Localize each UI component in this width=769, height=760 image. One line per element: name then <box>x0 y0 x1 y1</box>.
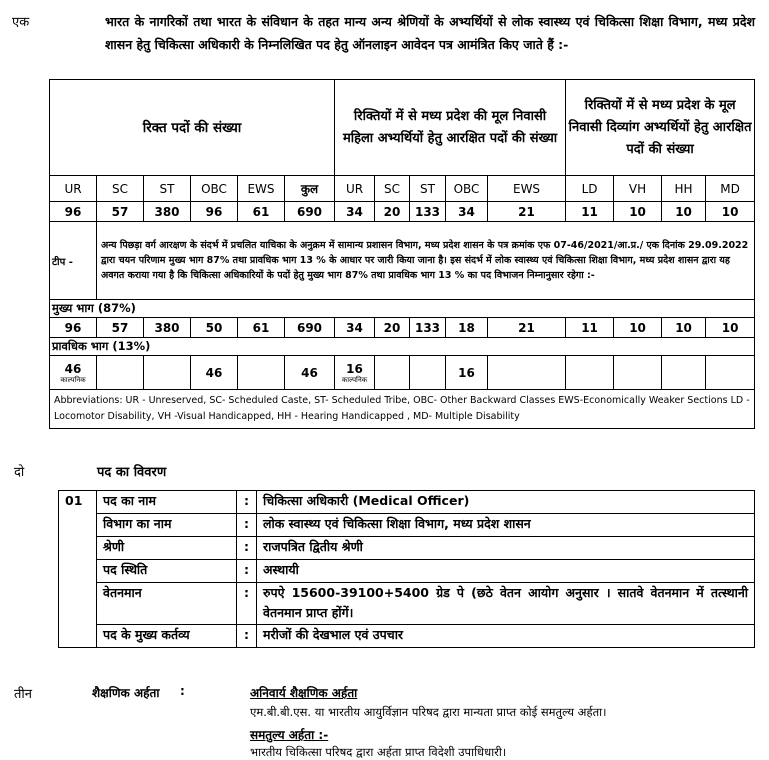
table-cell: 18 <box>446 318 488 338</box>
mandatory-qualification-heading: अनिवार्य शैक्षणिक अर्हता <box>250 686 358 700</box>
table-cell <box>410 356 446 390</box>
table-cell <box>662 356 706 390</box>
table-cell: 34 <box>446 202 488 222</box>
table-cell: 46 <box>285 356 335 390</box>
section-two-title: पद का विवरण <box>97 465 167 480</box>
table-cell: 61 <box>238 202 285 222</box>
table-cell: 96 <box>50 318 97 338</box>
table-cell <box>375 356 410 390</box>
row-separator: : <box>237 514 257 537</box>
row-separator: : <box>237 491 257 514</box>
row-value: रुपऐ 15600-39100+5400 ग्रेड पे (छठे वेतन आयोग अनुसार । सातवे वेतनमान में तत्स्थानी वेतनमान प्राप्त होंगें। <box>257 583 755 625</box>
education-separator: : <box>180 684 185 698</box>
provisional-tag: काल्पनिक <box>60 375 86 384</box>
totals-row <box>50 202 755 222</box>
table-cell: 10 <box>614 318 662 338</box>
note-text: अन्य पिछड़ा वर्ग आरक्षण के संदर्भ में प्रचलित याचिका के अनुक्रम में सामान्य प्रशासन विभाग, मध्य प्रदेश शासन के पत्र क्रमांक एफ 07-46/2021/आ.प्र./ एक दिनांक 29.09.2022 द्वारा चयन परिणाम मुख्य भाग 87% तथा प्रावधिक भाग 13 % के आधार पर जारी किया जाना है। इस संदर्भ में लोक स्वास्थ्य एवं चिकित्सा शिक्षा विभाग, मध्य प्रदेश शासन द्वारा यह अवगत कराया गया है कि चिकित्सा अधिकारियों के पदों हेतु मुख्य भाग 87% तथा प्रावधिक भाग 13 % का पद विभाजन निम्नानुसार रहेगा :- <box>97 222 755 300</box>
table-cell <box>238 356 285 390</box>
table-cell: 380 <box>144 202 191 222</box>
equivalent-qualification-heading: समतुल्य अर्हता :- <box>250 728 329 742</box>
cell-value: 16 <box>346 361 363 376</box>
note-row <box>50 222 755 300</box>
table-cell: 96 <box>191 202 238 222</box>
section-two-number: दो <box>14 465 25 480</box>
section-three-number: तीन <box>14 687 32 702</box>
main-part-label: मुख्य भाग (87%) <box>50 300 755 318</box>
empty-cell <box>59 514 97 537</box>
row-label: पद के मुख्य कर्तव्य <box>97 625 237 648</box>
table-cell: 57 <box>97 202 144 222</box>
table-cell: 21 <box>488 202 566 222</box>
row-value: चिकित्सा अधिकारी (Medical Officer) <box>257 491 755 514</box>
col-header: MD <box>706 176 755 202</box>
empty-cell <box>59 560 97 583</box>
post-row <box>59 560 755 583</box>
table-cell: 10 <box>706 202 755 222</box>
education-label: शैक्षणिक अर्हता <box>92 686 160 700</box>
col-header: EWS <box>238 176 285 202</box>
table-cell: 133 <box>410 318 446 338</box>
table-cell: 380 <box>144 318 191 338</box>
table-cell: 20 <box>375 202 410 222</box>
column-header-row <box>50 176 755 202</box>
main-part-row <box>50 318 755 338</box>
table-cell: 10 <box>662 318 706 338</box>
provisional-part-label: प्रावधिक भाग (13%) <box>50 338 755 356</box>
empty-cell <box>59 537 97 560</box>
col-header: EWS <box>488 176 566 202</box>
col-header: ST <box>410 176 446 202</box>
provisional-part-row <box>50 356 755 390</box>
post-row <box>59 583 755 625</box>
table-cell <box>706 356 755 390</box>
disabled-reserved-header: रिक्तियों में से मध्य प्रदेश के मूल निवासी दिव्यांग अभ्यर्थियों हेतु आरक्षित पदों की संख्या <box>566 80 755 176</box>
table-cell: 10 <box>706 318 755 338</box>
table-cell: 690 <box>285 318 335 338</box>
table-cell: 21 <box>488 318 566 338</box>
table-cell <box>488 356 566 390</box>
row-value: राजपत्रित द्वितीय श्रेणी <box>257 537 755 560</box>
table-cell: 690 <box>285 202 335 222</box>
col-header: SC <box>375 176 410 202</box>
post-row <box>59 514 755 537</box>
empty-cell <box>59 625 97 648</box>
intro-paragraph: भारत के नागरिकों तथा भारत के संविधान के तहत मान्य अन्य श्रेणियों के अभ्यर्थियों से लोक स्वास्थ्य एवं चिकित्सा शिक्षा विभाग, मध्य प्रदेश शासन हेतु चिकित्सा अधिकारी के निम्नलिखित पद हेतु ऑनलाइन आवेदन पत्र आमंत्रित किए जाते हैं :- <box>105 14 755 52</box>
table-cell <box>614 356 662 390</box>
table-cell: 133 <box>410 202 446 222</box>
col-header: UR <box>50 176 97 202</box>
row-label: श्रेणी <box>97 537 237 560</box>
table-cell: 57 <box>97 318 144 338</box>
cell-value: 46 <box>64 361 82 376</box>
section-one-number: एक <box>12 15 30 30</box>
row-label: वेतनमान <box>97 583 237 625</box>
abbreviations-note: Abbreviations: UR - Unreserved, SC- Scheduled Caste, ST- Scheduled Tribe, OBC- Other Backward Classes EWS-Economically Weaker Sections LD - Locomotor Disability, VH -Visual Handicapped, HH - Hearing Handicapped , MD- Multiple Disability <box>50 390 755 429</box>
table-cell: 20 <box>375 318 410 338</box>
row-value: अस्थायी <box>257 560 755 583</box>
table-cell: 50 <box>191 318 238 338</box>
note-label: टीप - <box>50 222 97 300</box>
row-label: विभाग का नाम <box>97 514 237 537</box>
table-cell: 34 <box>335 202 375 222</box>
col-header: कुल <box>285 176 335 202</box>
col-header: LD <box>566 176 614 202</box>
mandatory-qualification-text: एम.बी.बी.एस. या भारतीय आयुर्विज्ञान परिषद द्वारा मान्यता प्राप्त कोई समतुल्य अर्हता। <box>250 705 607 719</box>
vacancy-table <box>49 79 755 429</box>
col-header: HH <box>662 176 706 202</box>
table-cell: 16 <box>446 356 488 390</box>
row-separator: : <box>237 583 257 625</box>
table-cell: 10 <box>614 202 662 222</box>
table-cell <box>97 356 144 390</box>
row-value: लोक स्वास्थ्य एवं चिकित्सा शिक्षा विभाग, मध्य प्रदेश शासन <box>257 514 755 537</box>
table-cell <box>144 356 191 390</box>
serial-number: 01 <box>59 491 97 514</box>
row-separator: : <box>237 537 257 560</box>
provisional-tag: काल्पनिक <box>341 375 368 384</box>
vacancy-count-header: रिक्त पदों की संख्या <box>50 80 335 176</box>
row-label: पद स्थिति <box>97 560 237 583</box>
row-separator: : <box>237 560 257 583</box>
table-cell: 11 <box>566 202 614 222</box>
table-cell <box>50 356 97 390</box>
row-separator: : <box>237 625 257 648</box>
post-row <box>59 491 755 514</box>
post-details-table <box>58 490 755 648</box>
women-reserved-header: रिक्तियों में से मध्य प्रदेश की मूल निवासी महिला अभ्यर्थियों हेतु आरक्षित पदों की संख्या <box>335 80 566 176</box>
table-cell: 11 <box>566 318 614 338</box>
col-header: OBC <box>446 176 488 202</box>
table-cell: 46 <box>191 356 238 390</box>
col-header: ST <box>144 176 191 202</box>
col-header: UR <box>335 176 375 202</box>
col-header: OBC <box>191 176 238 202</box>
post-row <box>59 537 755 560</box>
row-value: मरीजों की देखभाल एवं उपचार <box>257 625 755 648</box>
empty-cell <box>59 583 97 625</box>
table-cell: 34 <box>335 318 375 338</box>
post-row <box>59 625 755 648</box>
table-cell: 10 <box>662 202 706 222</box>
table-cell: 96 <box>50 202 97 222</box>
col-header: VH <box>614 176 662 202</box>
table-cell <box>335 356 375 390</box>
table-cell: 61 <box>238 318 285 338</box>
equivalent-qualification-text: भारतीय चिकित्सा परिषद द्वारा अर्हता प्राप्त विदेशी उपाधिधारी। <box>250 745 507 759</box>
col-header: SC <box>97 176 144 202</box>
row-label: पद का नाम <box>97 491 237 514</box>
table-cell <box>566 356 614 390</box>
